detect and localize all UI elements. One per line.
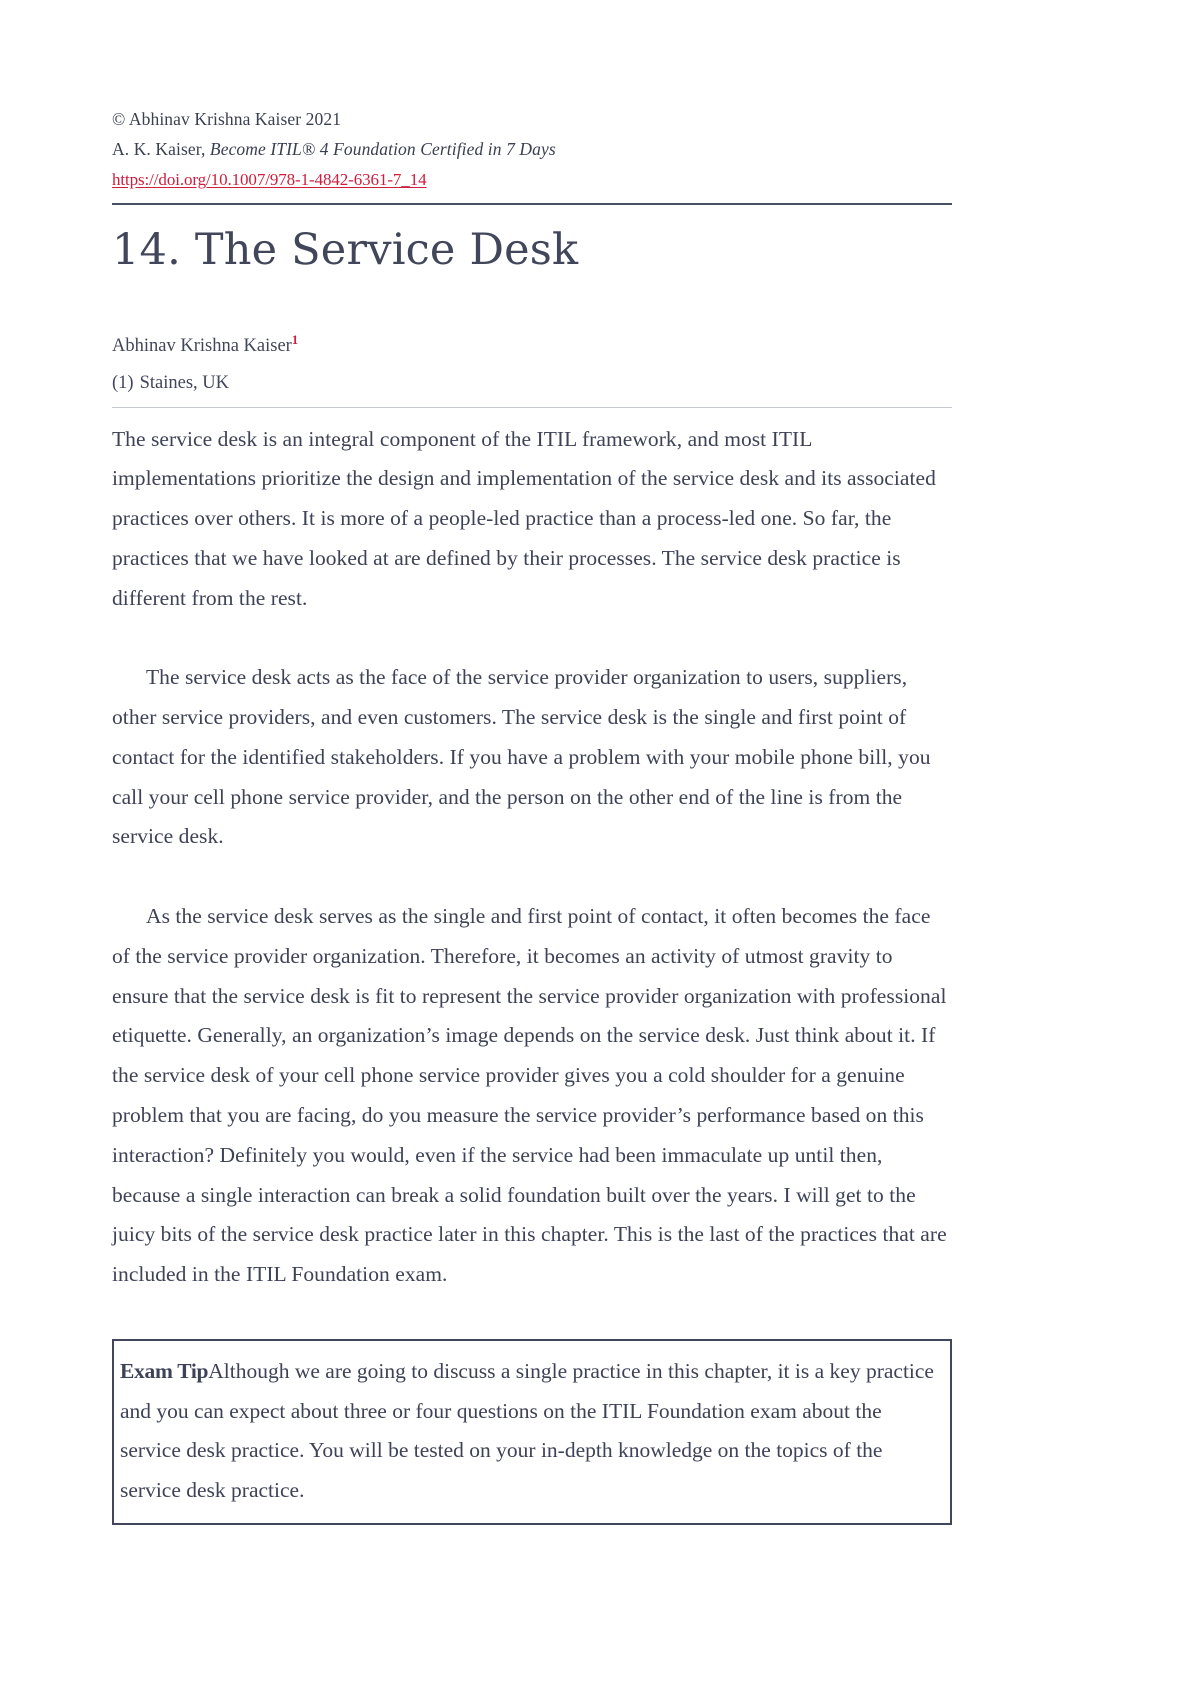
doi-link[interactable]: https://doi.org/10.1007/978-1-4842-6361-7_14 [112,170,427,190]
citation-authors: A. K. Kaiser, [112,139,210,160]
affiliation [112,369,952,399]
frontmatter [112,104,952,194]
citation-book-title: Become ITIL® 4 Foundation Certified in 7 Days [209,139,556,160]
citation-line [112,134,952,164]
paragraph-1: The service desk is an integral component of the ITIL framework, and most ITIL implementations prioritize the design and implementation of the service desk and its associated practices over others. It is more of a people-led practice than a process-led one. So far, the practices that we have looked at are defined by their processes. The service desk practice is different from the rest. [112,426,936,610]
header-divider [112,203,952,205]
exam-tip-callout [112,1339,952,1525]
page-title: 14. The Service Desk [112,225,579,276]
paragraph-3: As the service desk serves as the single and first point of contact, it often becomes the face of the service provider organization. Therefore, it becomes an activity of utmost gravity to ensure that the service desk is fit to represent the service provider organization with professional etiquette. Generally, an organization’s image depends on the service desk. Just think about it. If the service desk of your cell phone service provider gives you a cold shoulder for a genuine problem that you are facing, do you measure the service provider’s performance based on this interaction? Definitely you would, even if the service had been immaculate up until then, because a single interaction can break a solid foundation built over the years. I will get to the juicy bits of the service desk practice later in this chapter. This is the last of the practices that are included in the ITIL Foundation exam. [112,904,947,1287]
exam-tip-text: Although we are going to discuss a single practice in this chapter, it is a key practice and you can expect about three or four questions on the ITIL Foundation exam about the service desk practice. You will be tested on your in-depth knowledge on the topics of the service desk practice. [120,1359,934,1502]
affiliation-number: (1) [112,372,134,393]
exam-tip-content [120,1352,943,1510]
copyright-line: © Abhinav Krishna Kaiser 2021 [112,109,342,129]
exam-tip-label: Exam Tip [120,1359,209,1384]
body-text [112,420,952,1296]
author-block [112,332,952,399]
author-name-text: Abhinav Krishna Kaiser [112,335,292,356]
author-divider [112,407,952,408]
author-affiliation-marker: 1 [291,332,299,347]
author-name [112,332,952,362]
paragraph-2: The service desk acts as the face of the service provider organization to users, suppliers, other service providers, and even customers. The service desk is the single and first point of contact for the identified stakeholders. If you have a problem with your mobile phone bill, you call your cell phone service provider, and the person on the other end of the line is from the service desk. [112,665,931,849]
affiliation-text: Staines, UK [139,372,229,393]
